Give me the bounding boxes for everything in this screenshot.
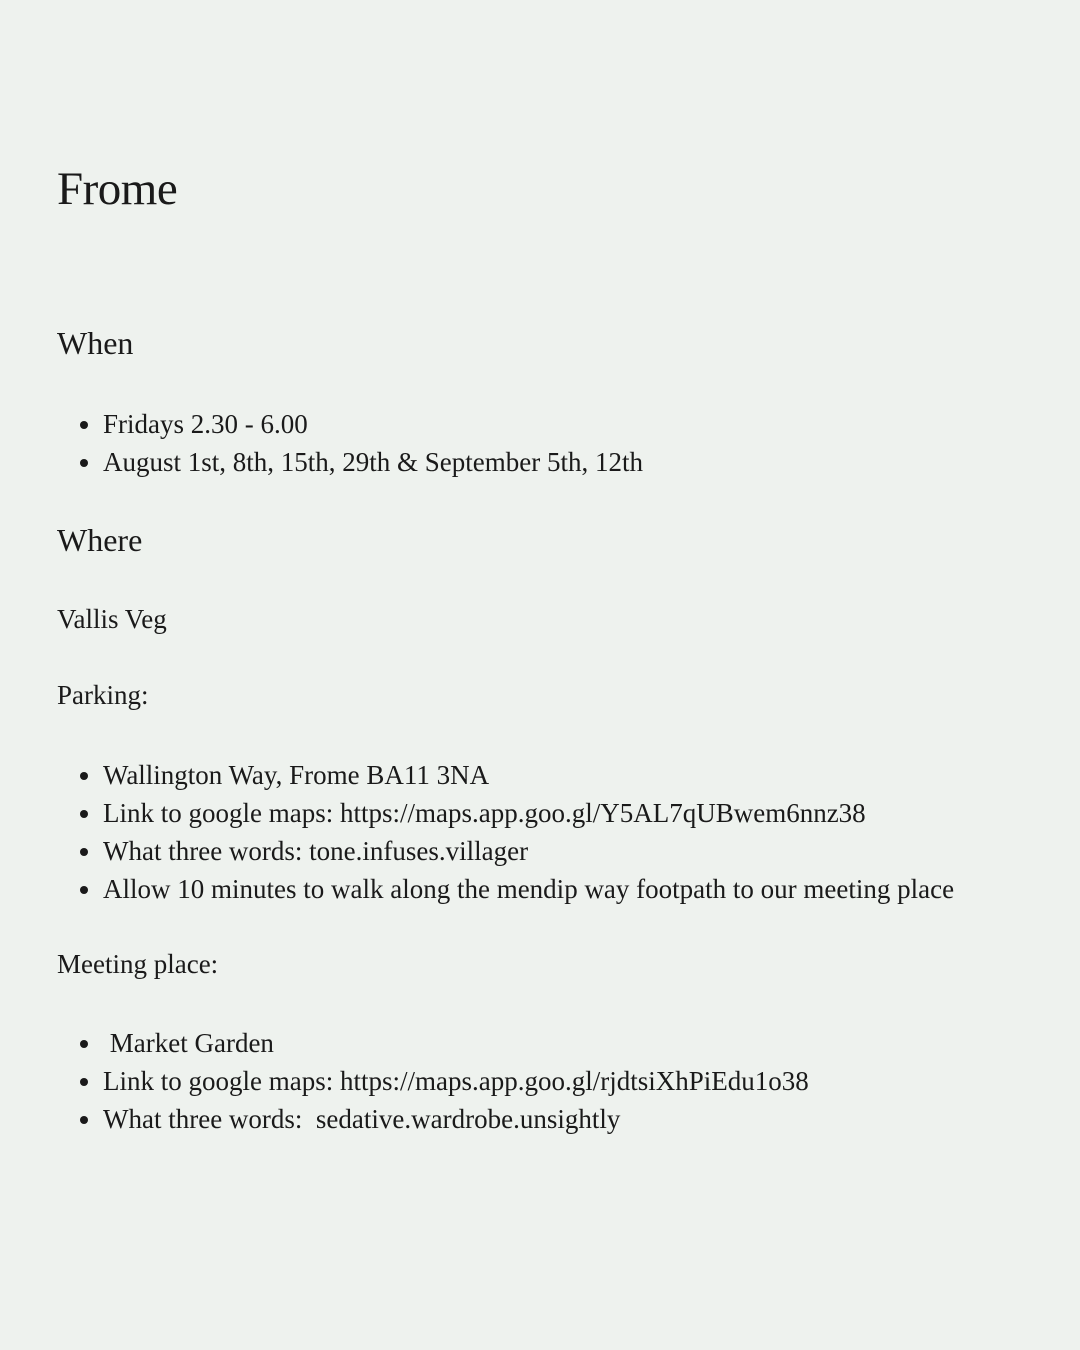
list-item: • What three words: tone.infuses.villager [103, 832, 954, 870]
list-item: • Allow 10 minutes to walk along the mendip way footpath to our meeting place [103, 870, 954, 908]
page-title: Frome [57, 163, 178, 215]
meeting-place-list [57, 1024, 809, 1138]
where-heading: Where [57, 522, 143, 558]
parking-list [57, 756, 954, 908]
parking-heading: Parking: [57, 680, 149, 710]
list-item: • August 1st, 8th, 15th, 29th & September 5th, 12th [103, 443, 643, 481]
meeting-place-heading: Meeting place: [57, 949, 219, 979]
when-heading: When [57, 325, 134, 361]
list-item: • Wallington Way, Frome BA11 3NA [103, 756, 954, 794]
when-list [57, 405, 643, 481]
list-item: • What three words: sedative.wardrobe.unsightly [103, 1100, 809, 1138]
list-item: • Market Garden [103, 1024, 809, 1062]
list-item: • Fridays 2.30 - 6.00 [103, 405, 643, 443]
list-item: • Link to google maps: https://maps.app.goo.gl/rjdtsiXhPiEdu1o38 [103, 1062, 809, 1100]
venue-name: Vallis Veg [57, 604, 167, 634]
list-item: • Link to google maps: https://maps.app.goo.gl/Y5AL7qUBwem6nnz38 [103, 794, 954, 832]
